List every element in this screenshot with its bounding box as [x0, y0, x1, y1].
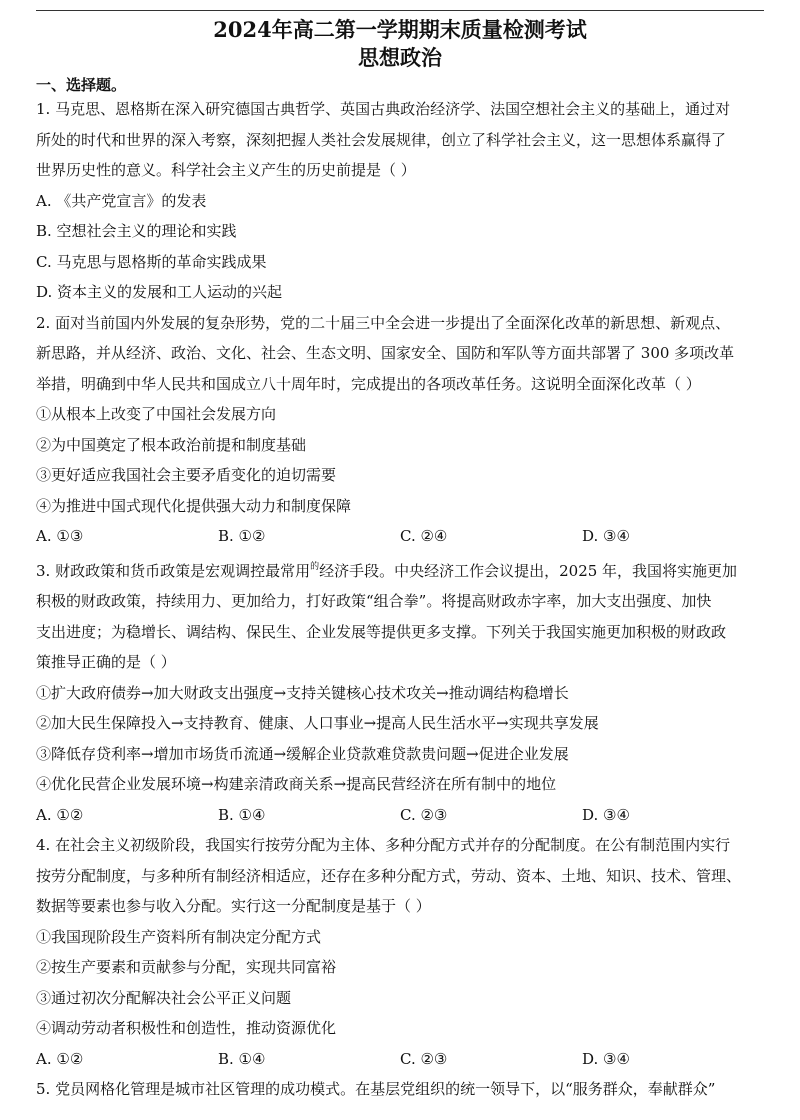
- question-text-line: 举措，明确到中华人民共和国成立八十周年时，完成提出的各项改革任务。这说明全面深化改革（ ）: [36, 374, 701, 393]
- exam-subject: 思想政治: [358, 45, 442, 70]
- top-divider: [36, 10, 764, 11]
- statement-2: ②为中国奠定了根本政治前提和制度基础: [36, 435, 307, 454]
- option-b: B. ①②: [218, 527, 266, 545]
- question-text-line: 2. 面对当前国内外发展的复杂形势，党的二十届三中全会进一步提出了全面深化改革的新思想、新观点、: [36, 313, 731, 332]
- question-text-part: 3. 财政政策和货币政策是宏观调控最常用: [36, 561, 311, 580]
- statement-3: ③通过初次分配解决社会公平正义问题: [36, 988, 292, 1007]
- option-d: D. 资本主义的发展和工人运动的兴起: [36, 283, 283, 301]
- option-a: A. ①③: [36, 527, 84, 545]
- statement-1: ①扩大政府债券→加大财政支出强度→支持关键核心技术攻关→推动调结构稳增长: [36, 683, 569, 702]
- question-text-line: 策推导正确的是（ ）: [36, 653, 176, 671]
- question-2: [36, 308, 764, 552]
- option-c: C. ②④: [400, 527, 448, 545]
- option-a: A. ①②: [36, 1049, 84, 1068]
- statement-2: ②按生产要素和贡献参与分配，实现共同富裕: [36, 958, 337, 976]
- option-d: D. ③④: [582, 527, 630, 545]
- question-text-line: 所处的时代和世界的深入考察，深刻把握人类社会发展规律，创立了科学社会主义，这一思想体系赢得了: [36, 130, 727, 149]
- option-d: D. ③④: [582, 1049, 630, 1068]
- option-a: A. 《共产党宣言》的发表: [36, 191, 207, 210]
- question-1: [36, 94, 764, 308]
- options-row: [36, 800, 764, 831]
- question-text-line: 支出进度；为稳增长、调结构、保民生、企业发展等提供更多支撑。下列关于我国实施更加积极的财政政: [36, 622, 727, 641]
- statement-1: ①从根本上改变了中国社会发展方向: [36, 405, 277, 423]
- question-text-line: 1. 马克思、恩格斯在深入研究德国古典哲学、英国古典政治经济学、法国空想社会主义的基础上，通过对: [36, 100, 731, 118]
- options-row: [36, 1044, 764, 1075]
- section-heading: 一、选择题。: [36, 76, 127, 94]
- question-3: [36, 552, 764, 831]
- option-c: C. ②③: [400, 805, 448, 824]
- option-d: D. ③④: [582, 805, 630, 824]
- question-text-line: 数据等要素也参与收入分配。实行这一分配制度是基于（ ）: [36, 897, 431, 915]
- question-text-line: 积极的财政政策，持续用力、更加给力，打好政策“组合拳”。将提高财政赤字率，加大支出强度、加快: [36, 592, 712, 610]
- statement-4: ④优化民营企业发展环境→构建亲清政商关系→提高民营经济在所有制中的地位: [36, 775, 557, 793]
- question-text-line: 世界历史性的意义。科学社会主义产生的历史前提是（ ）: [36, 161, 416, 179]
- option-b: B. ①④: [218, 1049, 266, 1068]
- question-text-line: 新思路，并从经济、政治、文化、社会、生态文明、国家安全、国防和军队等方面共部署了 300 多项改革: [36, 344, 735, 362]
- statement-3: ③降低存贷利率→增加市场货币流通→缓解企业贷款难贷款贵问题→促进企业发展: [36, 744, 569, 763]
- statement-4: ④为推进中国式现代化提供强大动力和制度保障: [36, 496, 352, 515]
- question-4: [36, 830, 764, 1074]
- option-b: B. ①④: [218, 805, 266, 824]
- statement-4: ④调动劳动者积极性和创造性，推动资源优化: [36, 1019, 337, 1037]
- superscript-char: 的: [310, 561, 320, 572]
- question-text-line: 5. 党员网格化管理是城市社区管理的成功模式。在基层党组织的统一领导下，以“服务群众，奉献群众”: [36, 1080, 716, 1098]
- option-c: C. 马克思与恩格斯的革命实践成果: [36, 252, 267, 271]
- option-b: B. 空想社会主义的理论和实践: [36, 222, 237, 240]
- statement-1: ①我国现阶段生产资料所有制决定分配方式: [36, 927, 322, 946]
- question-5: [36, 1074, 764, 1105]
- question-text-line: [36, 552, 764, 587]
- statement-3: ③更好适应我国社会主要矛盾变化的迫切需要: [36, 466, 337, 484]
- exam-title: 2024年高二第一学期期末质量检测考试: [213, 17, 587, 42]
- question-text-part: 经济手段。中央经济工作会议提出，2025 年，我国将实施更加: [319, 561, 738, 580]
- question-text-line: 4. 在社会主义初级阶段，我国实行按劳分配为主体、多种分配方式并存的分配制度。在公有制范围内实行: [36, 836, 731, 854]
- options-row: [36, 521, 764, 552]
- option-c: C. ②③: [400, 1049, 448, 1068]
- statement-2: ②加大民生保障投入→支持教育、健康、人口事业→提高人民生活水平→实现共享发展: [36, 714, 599, 732]
- question-text-line: 按劳分配制度，与多种所有制经济相适应，还存在多种分配方式，劳动、资本、土地、知识、技术、管理、: [36, 866, 742, 885]
- option-a: A. ①②: [36, 805, 84, 824]
